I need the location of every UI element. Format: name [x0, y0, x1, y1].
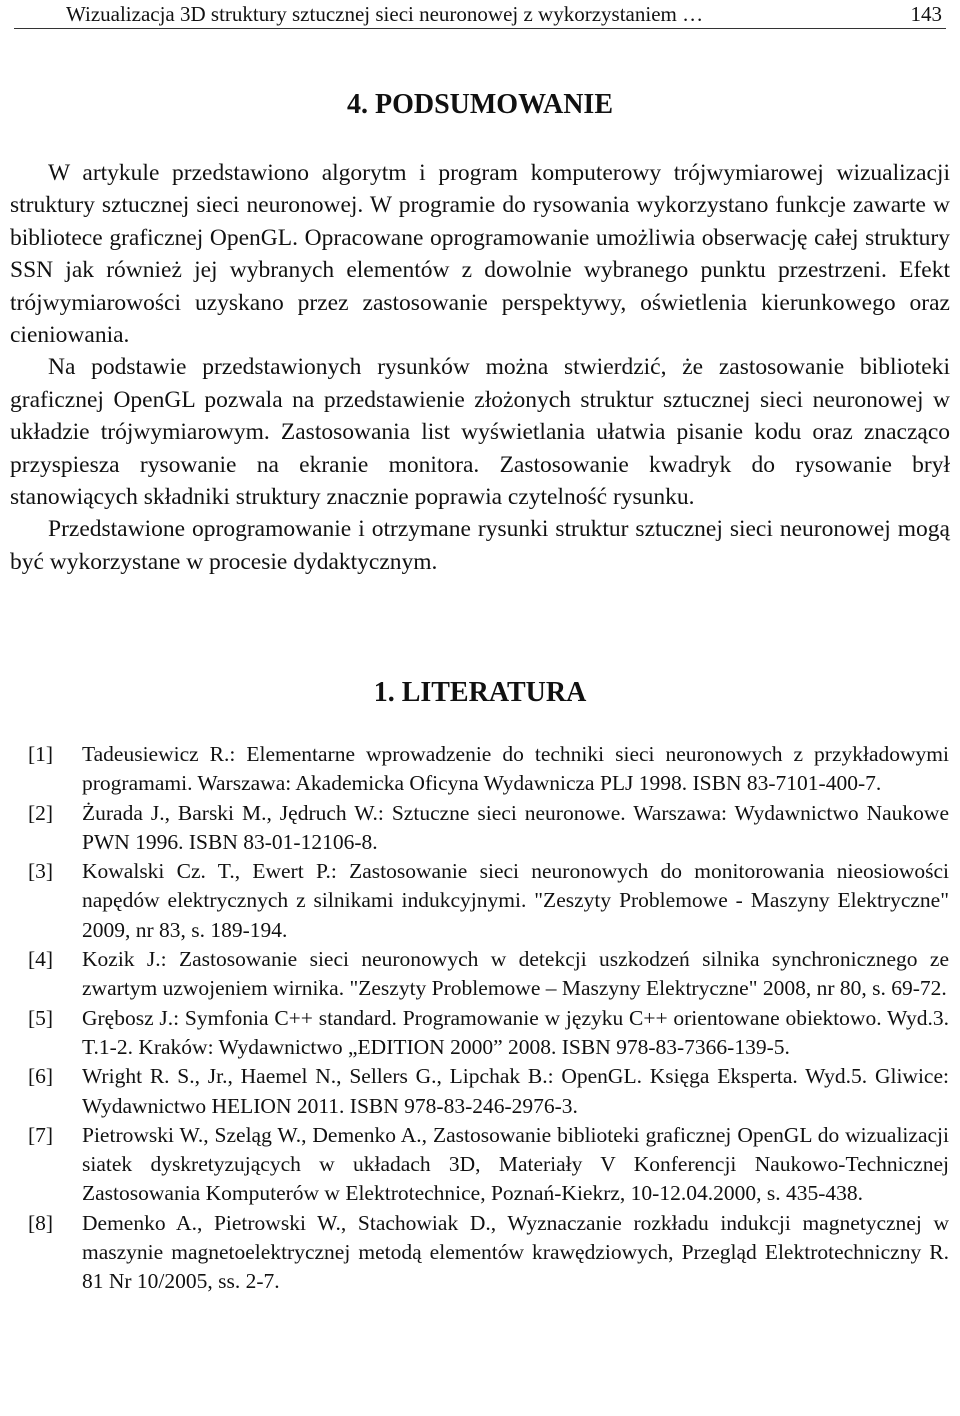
header-title: Wizualizacja 3D struktury sztucznej sieci neuronowej z wykorzystaniem …: [66, 2, 704, 26]
reference-item: [28, 1209, 949, 1297]
reference-item: [28, 945, 949, 1004]
reference-item: [28, 740, 949, 799]
reference-text: Grębosz J.: Symfonia C++ standard. Programowanie w języku C++ orientowane obiektowo. Wyd.3. T.1-2. Kraków: Wydawnictwo „EDITION 2000” 2008. ISBN 978-83-7366-139-5.: [82, 1005, 949, 1059]
summary-paragraph: Na podstawie przedstawionych rysunków można stwierdzić, że zastosowanie biblioteki graficznej OpenGL pozwala na przedstawienie złożonych struktur sztucznej sieci neuronowej w układzie trójwymiarowym. Zastosowania list wyświetlania ułatwia pisanie kodu oraz znacząco przyspiesza rysowanie na ekranie monitora. Zastosowanie kwadryk do rysowanie brył stanowiących składniki struktury znacznie poprawia czytelność rysunku.: [10, 354, 950, 511]
reference-text: Pietrowski W., Szeląg W., Demenko A., Zastosowanie biblioteki graficznej OpenGL do wizualizacji siatek dyskretyzujących w układach 3D, Materiały V Konferencji Naukowo-Technicznej Zastosowania Komputerów w Elektrotechnice, Poznań-Kiekrz, 10-12.04.2000, s. 435-438.: [82, 1122, 949, 1206]
reference-item: [28, 1062, 949, 1121]
reference-number: [5]: [28, 1005, 54, 1030]
summary-heading: 4. PODSUMOWANIE: [346, 89, 613, 120]
reference-list: [28, 740, 949, 1297]
summary-section: [10, 157, 950, 578]
reference-text: Tadeusiewicz R.: Elementarne wprowadzenie do techniki sieci neuronowych z przykładowymi programami. Warszawa: Akademicka Oficyna Wydawnicza PLJ 1998. ISBN 83-7101-400-7.: [82, 742, 949, 796]
reference-text: Demenko A., Pietrowski W., Stachowiak D., Wyznaczanie rozkładu indukcji magnetycznej w maszynie magnetoelektrycznej metodą elementów krawędziowych, Przegląd Elektrotechniczny R. 81 Nr 10/2005, ss. 2-7.: [82, 1210, 949, 1294]
reference-text: Kozik J.: Zastosowanie sieci neuronowych w detekcji uszkodzeń silnika synchronicznego ze zwartym uzwojeniem wirnika. "Zeszyty Problemowe – Maszyny Elektryczne" 2008, nr 80, s. 69-72.: [82, 947, 949, 1001]
reference-number: [1]: [28, 742, 54, 766]
reference-number: [8]: [28, 1210, 54, 1235]
reference-number: [3]: [28, 859, 54, 884]
reference-text: Wright R. S., Jr., Haemel N., Sellers G., Lipchak B.: OpenGL. Księga Eksperta. Wyd.5. Gliwice: Wydawnictwo HELION 2011. ISBN 978-83-246-2976-3.: [82, 1064, 949, 1118]
page-number: 143: [910, 2, 942, 26]
summary-paragraph: Przedstawione oprogramowanie i otrzymane rysunki struktur sztucznej sieci neuronowej mogą być wykorzystane w procesie dydaktycznym.: [10, 516, 950, 575]
reference-item: [28, 799, 949, 858]
reference-number: [2]: [28, 800, 54, 825]
reference-item: [28, 1004, 949, 1063]
reference-number: [7]: [28, 1122, 54, 1147]
reference-text: Żurada J., Barski M., Jędruch W.: Sztuczne sieci neuronowe. Warszawa: Wydawnictwo Naukowe PWN 1996. ISBN 83-01-12106-8.: [82, 800, 949, 854]
literature-heading: 1. LITERATURA: [373, 677, 587, 708]
running-header: [14, 0, 946, 29]
reference-text: Kowalski Cz. T., Ewert P.: Zastosowanie sieci neuronowych do monitorowania nieosiowości napędów elektrycznych z silnikami indukcyjnymi. "Zeszyty Problemowe - Maszyny Elektryczne" 2009, nr 83, s. 189-194.: [82, 859, 949, 942]
summary-paragraph: W artykule przedstawiono algorytm i program komputerowy trójwymiarowej wizualizacji struktury sztucznej sieci neuronowej. W programie do rysowania wykorzystano funkcje zawarte w bibliotece graficznej OpenGL. Opracowane oprogramowanie umożliwia obserwację całej struktury SSN jak również jej wybranych elementów z dowolnie wybranego punktu przestrzeni. Efekt trójwymiarowości uzyskano przez zastosowanie perspektywy, oświetlenia kierunkowego oraz cieniowania.: [10, 160, 950, 349]
reference-item: [28, 857, 949, 945]
reference-number: [4]: [28, 947, 54, 972]
reference-number: [6]: [28, 1064, 54, 1089]
reference-item: [28, 1121, 949, 1209]
